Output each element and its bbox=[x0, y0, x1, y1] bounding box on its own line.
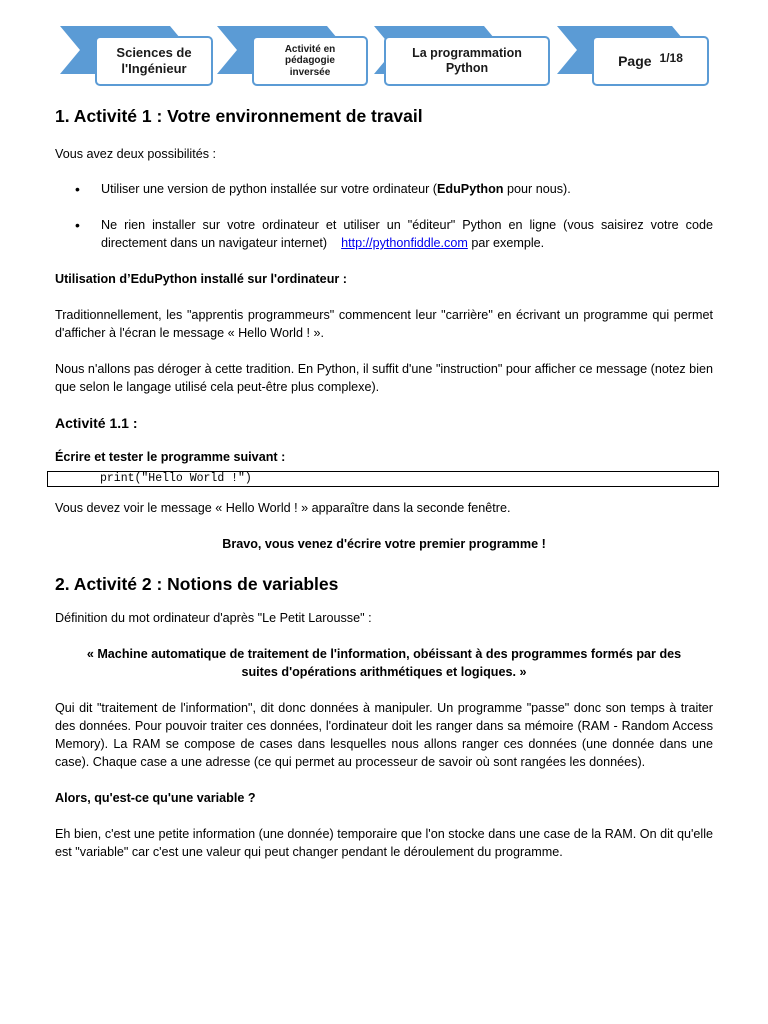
definition-quote: « Machine automatique de traitement de l'information, obéissant à des programmes formés par des suites d'opérations arithmétiques et logiques. » bbox=[86, 647, 682, 679]
subject-box bbox=[95, 36, 213, 86]
page-number: 1/18 bbox=[659, 50, 683, 65]
bullet-icon: • bbox=[75, 181, 80, 197]
topic-line-1: La programmation bbox=[412, 46, 522, 60]
header-banner bbox=[0, 0, 768, 100]
activity-type-line-1: Activité en bbox=[284, 43, 336, 55]
activity-type-line-2: pédagogie bbox=[284, 55, 335, 67]
bullet1-text-bold: EduPython bbox=[437, 182, 504, 196]
bullet1-text-post: pour nous). bbox=[503, 182, 571, 196]
subject-line-2: l'Ingénieur bbox=[121, 61, 187, 76]
code-box bbox=[47, 471, 719, 487]
section2-paragraph-1: Qui dit "traitement de l'information", dit donc données à manipuler. Un programme "passe" donc son temps à traiter des données. Pour pouvoir traiter ces données, l'ordinateur doit les ranger dans sa mémoire (RAM - Random Access Memory). La RAM se compose de cases dans lesquelles nous allons ranger ces données (une donnée dans une case). Chaque case a une adresse (ce qui permet au processeur de savoir où sont rangées les données). bbox=[55, 701, 713, 769]
subheading-edupython: Utilisation d’EduPython installé sur l'ordinateur : bbox=[55, 272, 347, 286]
list-item bbox=[55, 216, 713, 252]
page-label: Page bbox=[618, 52, 652, 69]
activity-type-box bbox=[252, 36, 368, 86]
bravo-message: Bravo, vous venez d'écrire votre premier programme ! bbox=[222, 537, 546, 551]
activity11-title: Activité 1.1 : bbox=[55, 415, 138, 431]
activity-type-line-3: inversée bbox=[289, 66, 331, 78]
bullet-icon: • bbox=[75, 217, 80, 233]
section1-title: 1. Activité 1 : Votre environnement de travail bbox=[55, 106, 423, 126]
section1-paragraph-2: Nous n'allons pas déroger à cette tradition. En Python, il suffit d'une "instruction" pour afficher ce message (notez bien que selon le langage utilisé cela peut-être plus complexe). bbox=[55, 362, 713, 394]
bullet2-text: Ne rien installer sur votre ordinateur et utiliser un "éditeur" Python en ligne (vous saisirez votre code directement dans un navigateur internet) bbox=[101, 218, 713, 250]
options-list bbox=[55, 180, 713, 252]
activity11-instruction: Écrire et tester le programme suivant : bbox=[55, 450, 286, 464]
activity11-result: Vous devez voir le message « Hello World ! » apparaître dans la seconde fenêtre. bbox=[55, 501, 511, 515]
definition-intro: Définition du mot ordinateur d'après "Le Petit Larousse" : bbox=[55, 611, 372, 625]
section1-paragraph-1: Traditionnellement, les "apprentis programmeurs" commencent leur "carrière" en écrivant un programme qui permet d'afficher à l'écran le message « Hello World ! ». bbox=[55, 308, 713, 340]
pythonfiddle-link[interactable]: http://pythonfiddle.com bbox=[341, 236, 468, 250]
variable-question: Alors, qu'est-ce qu'une variable ? bbox=[55, 791, 256, 805]
page-box bbox=[592, 36, 709, 86]
topic-line-2: Python bbox=[445, 61, 489, 75]
bullet1-text-pre: Utiliser une version de python installée sur votre ordinateur ( bbox=[101, 182, 438, 196]
topic-box bbox=[384, 36, 550, 86]
document-content bbox=[55, 103, 713, 861]
section2-paragraph-2: Eh bien, c'est une petite information (une donnée) temporaire que l'on stocke dans une case de la RAM. On dit qu'elle est "variable" car c'est une valeur qui peut changer pendant le déroulement du programme. bbox=[55, 827, 713, 859]
code-line: print("Hello World !") bbox=[100, 472, 252, 485]
subject-line-1: Sciences de bbox=[116, 45, 192, 61]
list-item bbox=[55, 180, 713, 198]
section2-title: 2. Activité 2 : Notions de variables bbox=[55, 574, 339, 594]
bullet2-text-post: par exemple. bbox=[467, 236, 545, 250]
section1-intro: Vous avez deux possibilités : bbox=[55, 147, 217, 161]
